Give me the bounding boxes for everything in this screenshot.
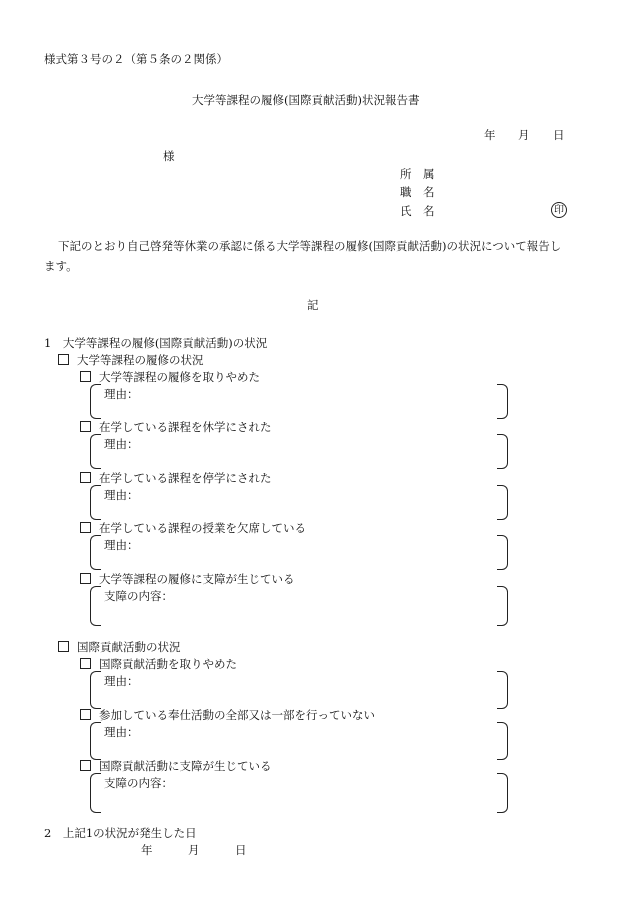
item-a2-label: 在学している課程を休学にされた (99, 420, 272, 434)
item-a2-reason-field[interactable]: 理由： (104, 437, 139, 451)
item-a3-bracket-right (497, 485, 508, 520)
addressee-suffix: 様 (163, 149, 175, 163)
item-b3-bracket-left (90, 773, 101, 813)
item-b2-bracket-right (497, 722, 508, 760)
item-a1-bracket-right (497, 384, 508, 419)
date-year: 年 (484, 128, 496, 142)
item-a4-bracket-right (497, 535, 508, 570)
item-a5-checkbox[interactable] (80, 573, 91, 584)
item-b3-reason-field[interactable]: 支障の内容： (104, 776, 173, 790)
item-b2-row (80, 708, 375, 722)
date-day: 日 (553, 128, 565, 142)
item-a3-row (80, 471, 272, 485)
item-b1-label: 国際貢献活動を取りやめた (99, 657, 237, 671)
item-a4-label: 在学している課程の授業を欠席している (99, 521, 306, 535)
item-a1-checkbox[interactable] (80, 371, 91, 382)
ki-heading: 記 (307, 298, 319, 312)
section1-title: 1 大学等課程の履修(国際貢献活動)の状況 (44, 336, 268, 350)
body-text-line-2: ます。 (44, 259, 78, 273)
item-b3-label: 国際貢献活動に支障が生じている (99, 759, 272, 773)
item-b2-label: 参加している奉仕活動の全部又は一部を行っていない (99, 708, 375, 722)
group-a-label: 大学等課程の履修の状況 (77, 353, 204, 367)
group-b-checkbox[interactable] (58, 641, 69, 652)
section2-year: 年 (141, 843, 153, 857)
item-a1-bracket-left (90, 384, 101, 419)
item-a1-label: 大学等課程の履修を取りやめた (99, 370, 260, 384)
item-a3-checkbox[interactable] (80, 472, 91, 483)
group-a-row (58, 353, 204, 367)
item-a1-row (80, 370, 260, 384)
item-b3-row (80, 759, 272, 773)
item-a4-checkbox[interactable] (80, 522, 91, 533)
item-a1-reason-field[interactable]: 理由： (104, 387, 139, 401)
item-b1-bracket-right (497, 671, 508, 709)
item-a4-row (80, 521, 306, 535)
section2-title: 2 上記1の状況が発生した日 (44, 826, 197, 840)
affiliation-label: 所 属 (400, 167, 435, 181)
item-b3-checkbox[interactable] (80, 760, 91, 771)
name-label: 氏 名 (400, 204, 435, 218)
form-number: 様式第３号の２（第５条の２関係） (44, 52, 228, 66)
section2-month: 月 (188, 843, 200, 857)
group-b-label: 国際貢献活動の状況 (77, 640, 181, 654)
item-a5-bracket-right (497, 586, 508, 626)
item-b1-checkbox[interactable] (80, 658, 91, 669)
body-text-line-1: 下記のとおり自己啓発等休業の承認に係る大学等課程の履修(国際貢献活動)の状況について報告し (58, 239, 562, 253)
item-a5-row (80, 572, 295, 586)
item-a4-bracket-left (90, 535, 101, 570)
group-a-checkbox[interactable] (58, 354, 69, 365)
position-label: 職 名 (400, 185, 435, 199)
date-month: 月 (518, 128, 530, 142)
item-a5-label: 大学等課程の履修に支障が生じている (99, 572, 295, 586)
item-a2-row (80, 420, 272, 434)
item-a2-bracket-right (497, 434, 508, 469)
seal-mark: 印 (551, 202, 567, 218)
item-a5-bracket-left (90, 586, 101, 626)
item-b1-bracket-left (90, 671, 101, 709)
item-b2-reason-field[interactable]: 理由： (104, 725, 139, 739)
section2-day: 日 (235, 843, 247, 857)
item-a3-bracket-left (90, 485, 101, 520)
document-title: 大学等課程の履修(国際貢献活動)状況報告書 (192, 93, 420, 107)
item-b2-checkbox[interactable] (80, 709, 91, 720)
item-a2-bracket-left (90, 434, 101, 469)
item-a5-reason-field[interactable]: 支障の内容： (104, 589, 173, 603)
item-b1-reason-field[interactable]: 理由： (104, 674, 139, 688)
item-b3-bracket-right (497, 773, 508, 813)
item-b1-row (80, 657, 237, 671)
group-b-row (58, 640, 181, 654)
item-a3-reason-field[interactable]: 理由： (104, 488, 139, 502)
item-a3-label: 在学している課程を停学にされた (99, 471, 272, 485)
item-b2-bracket-left (90, 722, 101, 760)
item-a4-reason-field[interactable]: 理由： (104, 538, 139, 552)
item-a2-checkbox[interactable] (80, 421, 91, 432)
